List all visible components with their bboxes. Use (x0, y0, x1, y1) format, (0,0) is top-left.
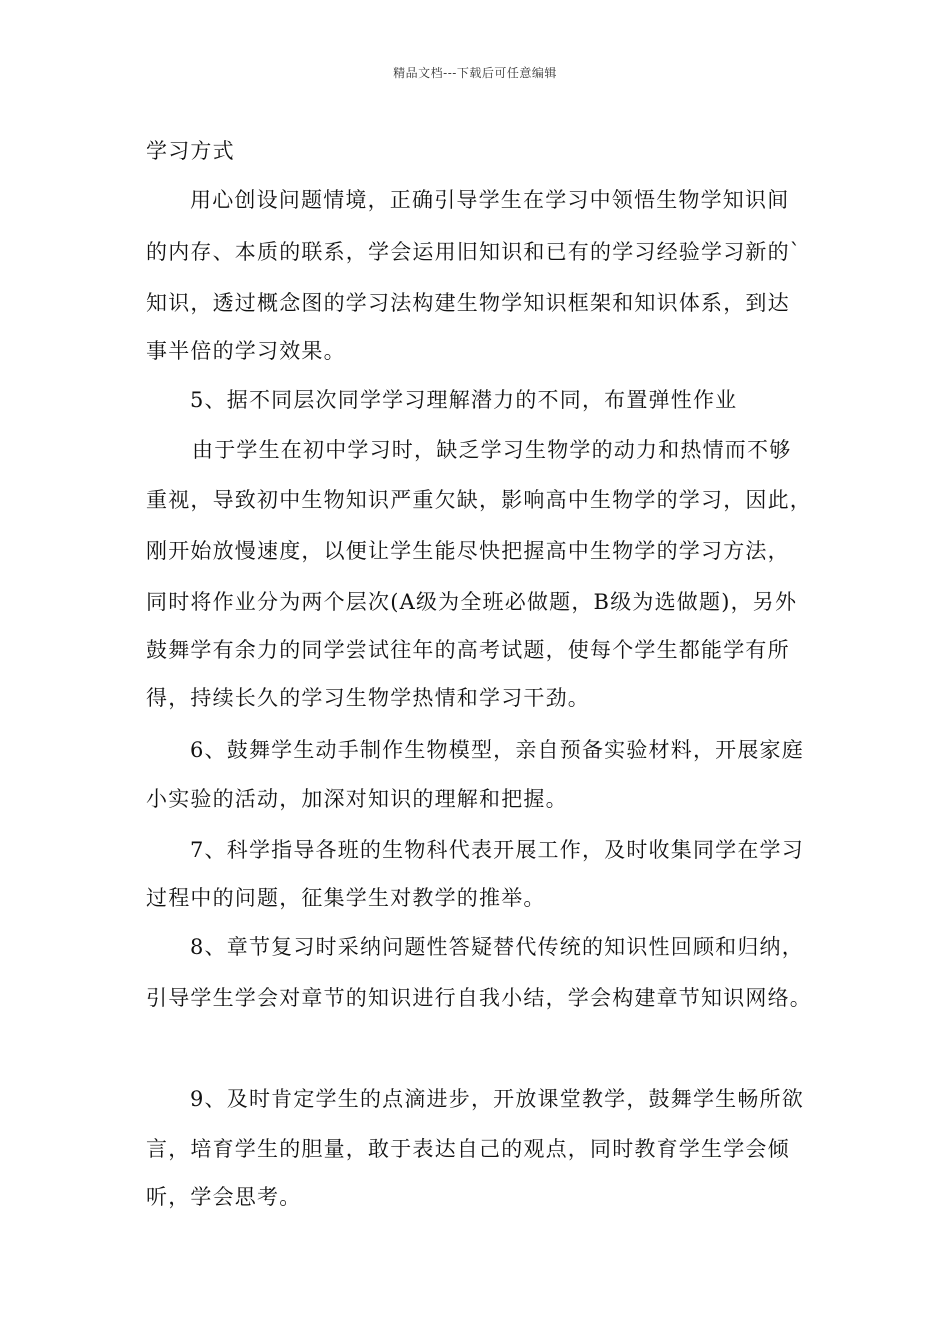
text-line: 过程中的问题，征集学生对教学的推举。 (146, 886, 546, 910)
text-line: 同时将作业分为两个层次(A级为全班必做题，B级为选做题)，另外 (146, 590, 798, 614)
text-line: 得，持续长久的学习生物学热情和学习干劲。 (146, 686, 590, 710)
list-item-6: 6、鼓舞学生动手制作生物模型，亲自预备实验材料，开展家庭 (190, 738, 804, 762)
text-line: 重视，导致初中生物知识严重欠缺，影响高中生物学的学习，因此， (146, 488, 812, 512)
list-item-7: 7、科学指导各班的生物科代表开展工作，及时收集同学在学习 (190, 838, 804, 862)
text-line: 鼓舞学有余力的同学尝试往年的高考试题，使每个学生都能学有所 (146, 638, 790, 662)
text-line: 引导学生学会对章节的知识进行自我小结，学会构建章节知识网络。 (146, 986, 812, 1010)
text-line: 知识，透过概念图的学习法构建生物学知识框架和知识体系，到达 (146, 291, 790, 315)
text-line: 用心创设问题情境，正确引导学生在学习中领悟生物学知识间 (190, 188, 790, 212)
text-line: 由于学生在初中学习时，缺乏学习生物学的动力和热情而不够 (192, 438, 792, 462)
text-line: 言，培育学生的胆量，敢于表达自己的观点，同时教育学生学会倾 (146, 1137, 790, 1161)
text-line: 听，学会思考。 (146, 1185, 302, 1209)
page-header: 精品文档---下载后可任意编辑 (393, 66, 557, 80)
text-line: 的内存、本质的联系，学会运用旧知识和已有的学习经验学习新的` (146, 240, 802, 264)
text-line: 小实验的活动，加深对知识的理解和把握。 (146, 787, 568, 811)
list-item-5: 5、据不同层次同学学习理解潜力的不同，布置弹性作业 (190, 388, 738, 412)
text-line: 事半倍的学习效果。 (146, 339, 346, 363)
list-item-8: 8、章节复习时采纳问题性答疑替代传统的知识性回顾和归纳， (190, 935, 804, 959)
list-item-9: 9、及时肯定学生的点滴进步，开放课堂教学，鼓舞学生畅所欲 (190, 1087, 804, 1111)
section-heading: 学习方式 (146, 139, 235, 163)
text-line: 刚开始放慢速度，以便让学生能尽快把握高中生物学的学习方法， (146, 539, 790, 563)
